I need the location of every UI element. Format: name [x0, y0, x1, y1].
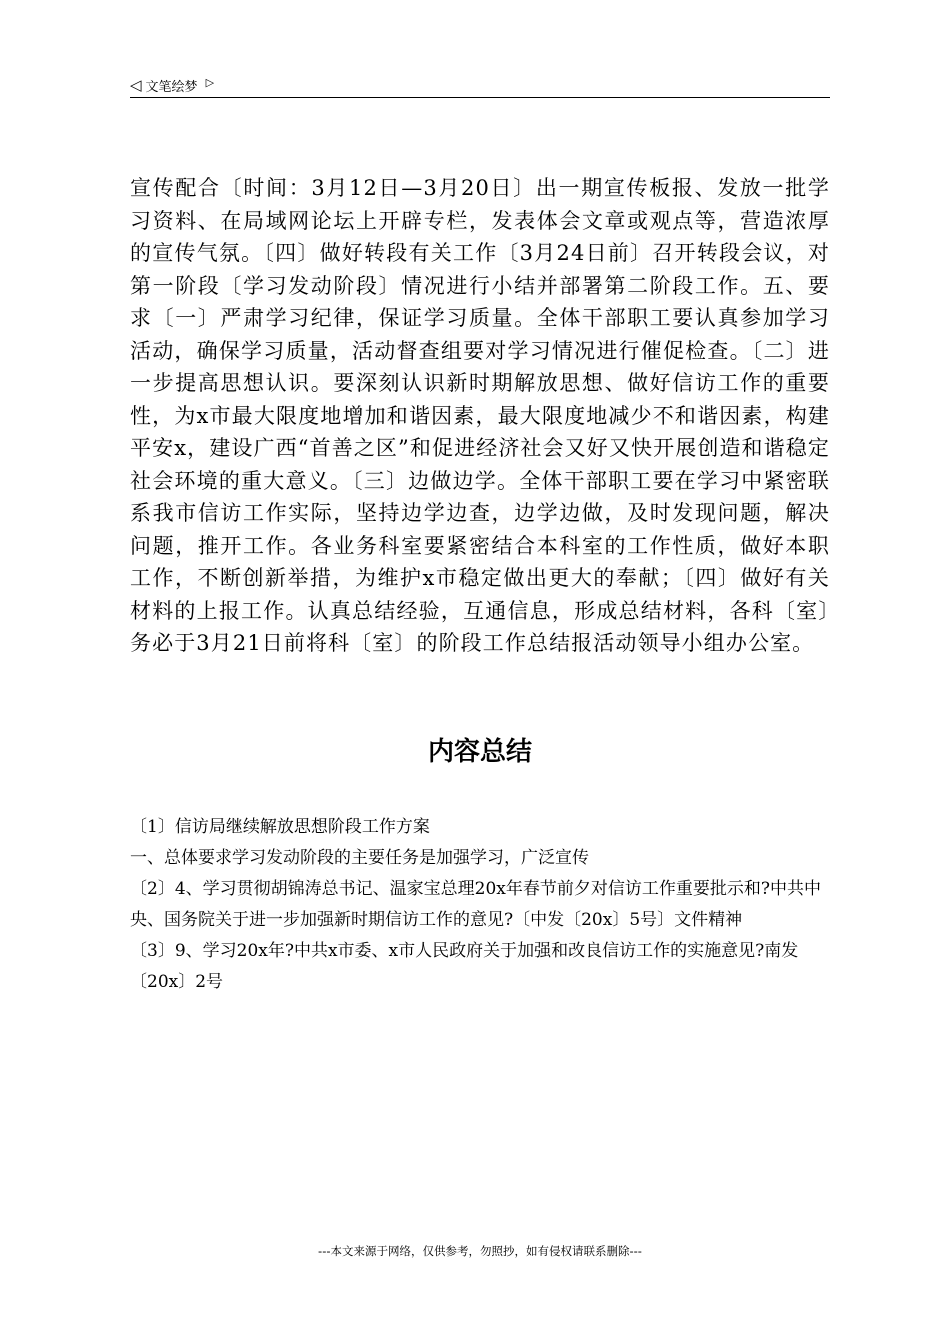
summary-item: 一、总体要求学习发动阶段的主要任务是加强学习，广泛宣传: [130, 848, 589, 868]
summary-item: 〔1〕信访局继续解放思想阶段工作方案: [130, 817, 430, 837]
summary-item: 〔2〕4、学习贯彻胡锦涛总书记、温家宝总理20x年春节前夕对信访工作重要批示和?中共中央、国务院关于进一步加强新时期信访工作的意见?〔中发〔20x〕5号〕文件精神: [130, 879, 821, 930]
left-triangle-icon: ◁: [130, 75, 142, 94]
footer-disclaimer: ---本文来源于网络，仅供参考，勿照抄，如有侵权请联系删除---: [318, 1244, 642, 1258]
summary-item: 〔3〕9、学习20x年?中共x市委、x市人民政府关于加强和改良信访工作的实施意见?南发〔20x〕2号: [130, 941, 799, 992]
header-divider: [130, 97, 830, 98]
summary-title: 内容总结: [427, 737, 532, 767]
brand-name: 文笔绘梦: [145, 79, 198, 95]
summary-list: [130, 812, 830, 998]
right-triangle-icon: ▷: [205, 75, 215, 89]
document-header: [130, 72, 830, 98]
body-paragraph: 宣传配合〔时间：3月12日—3月20日〕出一期宣传板报、发放一批学习资料、在局域网论坛上开辟专栏，发表体会文章或观点等，营造浓厚的宣传气氛。〔四〕做好转段有关工作〔3月24日前〕召开转段会议，对第一阶段〔学习发动阶段〕情况进行小结并部署第二阶段工作。五、要求〔一〕严肃学习纪律，保证学习质量。全体干部职工要认真参加学习活动，确保学习质量，活动督查组要对学习情况进行催促检查。〔二〕进一步提高思想认识。要深刻认识新时期解放思想、做好信访工作的重要性，为x市最大限度地增加和谐因素，最大限度地减少不和谐因素，构建平安x，建设广西“首善之区”和促进经济社会又好又快开展创造和谐稳定社会环境的重大意义。〔三〕边做边学。全体干部职工要在学习中紧密联系我市信访工作实际，坚持边学边查，边学边做，及时发现问题，解决问题，推开工作。各业务科室要紧密结合本科室的工作性质，做好本职工作，不断创新举措，为维护x市稳定做出更大的奉献；〔四〕做好有关材料的上报工作。认真总结经验，互通信息，形成总结材料，各科〔室〕务必于3月21日前将科〔室〕的阶段工作总结报活动领导小组办公室。: [130, 176, 830, 655]
